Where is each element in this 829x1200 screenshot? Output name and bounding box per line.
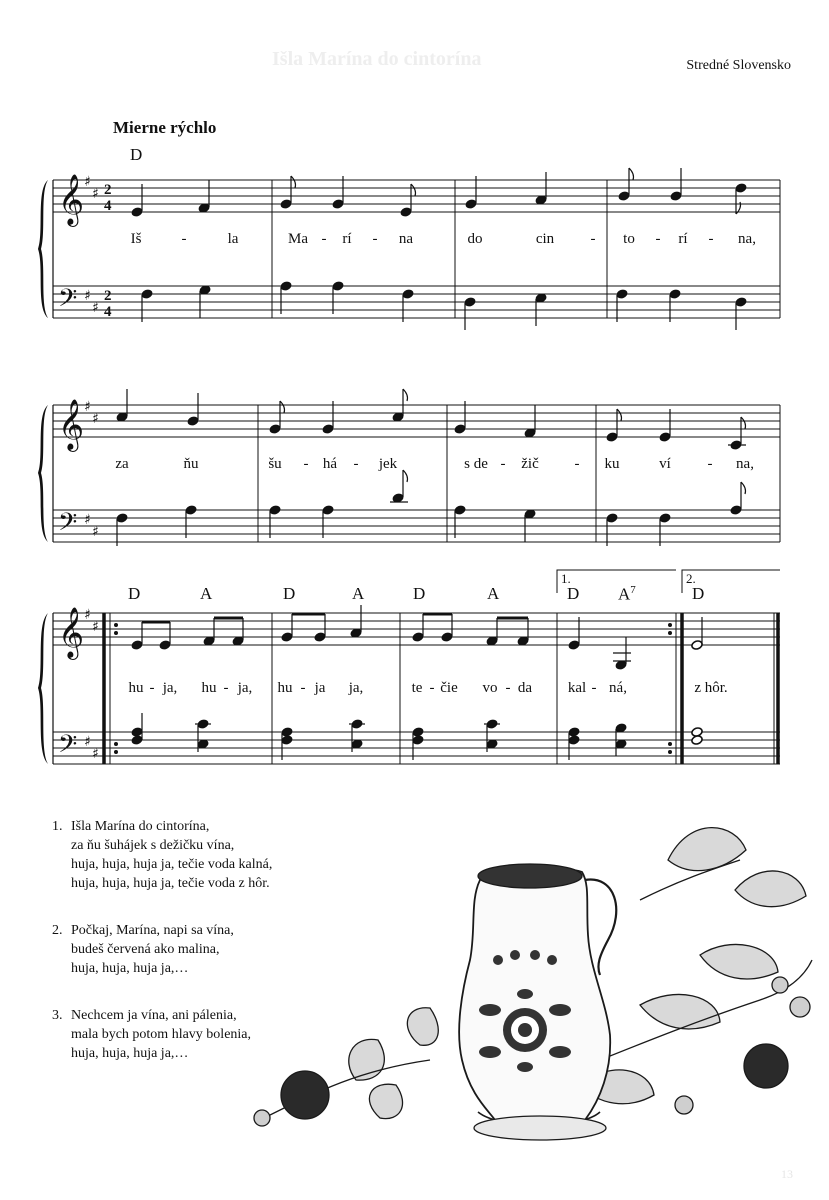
bass-notes-1 xyxy=(141,281,747,330)
system-braces xyxy=(38,180,48,764)
lyric-syllable: - xyxy=(591,680,597,696)
lyric-syllable: jek xyxy=(378,456,398,472)
second-ending-bracket xyxy=(682,570,780,593)
lyric-syllable: - xyxy=(708,231,714,247)
svg-text:2: 2 xyxy=(104,288,112,304)
svg-text:♯: ♯ xyxy=(84,399,91,415)
lyric-syllable: ja, xyxy=(162,680,178,696)
treble-clef: 𝄞 xyxy=(58,174,85,225)
lyric-syllable: há xyxy=(322,456,338,472)
lyric-syllable: - xyxy=(590,231,596,247)
lyric-syllable: na, xyxy=(738,231,756,247)
svg-text:2: 2 xyxy=(104,182,112,198)
lyric-syllable: - xyxy=(303,456,309,472)
lyric-syllable: to xyxy=(623,231,635,247)
lyric-syllable: te xyxy=(411,680,423,696)
bass-staff-1 xyxy=(53,286,780,318)
lyric-syllable: čie xyxy=(440,680,458,696)
jug-illustration xyxy=(254,828,812,1140)
verse-3: 3. Nechcem ja vína, ani pálenia, mala bych potom hlavy bolenia, huja, huja, huja ja,… xyxy=(52,1008,252,1061)
lyric-syllable: - xyxy=(655,231,661,247)
chord-symbol: A xyxy=(487,584,500,603)
lyric-syllable: na xyxy=(398,231,414,247)
lyric-syllable: la xyxy=(227,231,239,247)
melody-notes-3 xyxy=(131,605,703,670)
melody-notes-1 xyxy=(131,168,747,217)
verse-1: 1. Išla Marína do cintorína, za ňu šuhájek s dežičku vína, huja, huja, huja ja, tečie voda kalná, huja, huja, huja ja, tečie voda z hôr. xyxy=(52,819,273,891)
svg-text:♯: ♯ xyxy=(84,512,91,528)
lyric-syllable: - xyxy=(181,231,187,247)
lyric-syllable: - xyxy=(707,456,713,472)
second-ending-label: 2. xyxy=(686,571,696,586)
lyric-syllable: - xyxy=(300,680,306,696)
lyric-syllable: hu xyxy=(277,680,293,696)
lyric-syllable: ja, xyxy=(348,680,364,696)
bass-clef: 𝄢 xyxy=(58,284,78,319)
tempo-marking: Mierne rýchlo xyxy=(113,118,217,137)
first-ending-bracket xyxy=(557,570,676,593)
lyric-syllable: ná, xyxy=(609,680,627,696)
svg-text:♯: ♯ xyxy=(92,524,99,540)
barlines xyxy=(258,405,780,542)
lyric-syllable: hu xyxy=(128,680,144,696)
treble-clef: 𝄞 xyxy=(58,607,85,658)
lyric-syllable: šu xyxy=(268,456,282,472)
bass-notes-2 xyxy=(116,470,745,546)
lyric-syllable: - xyxy=(505,680,511,696)
lyric-syllable: - xyxy=(500,456,506,472)
lyric-syllable: - xyxy=(223,680,229,696)
treble-clef: 𝄞 xyxy=(58,399,85,450)
lyric-syllable: vo xyxy=(482,680,498,696)
first-ending-label: 1. xyxy=(561,571,571,586)
lyric-syllable: da xyxy=(517,680,533,696)
chord-symbol-a7: $A^7$ xyxy=(618,584,636,604)
lyric-syllable: za xyxy=(115,456,129,472)
verse-2: 2. Počkaj, Marína, napi sa vína, budeš červená ako malina, huja, huja, huja ja,… xyxy=(52,923,234,976)
svg-text:♯: ♯ xyxy=(92,746,99,762)
svg-text:♯: ♯ xyxy=(92,619,99,635)
lyric-syllable: hu xyxy=(201,680,217,696)
svg-text:♯: ♯ xyxy=(92,411,99,427)
key-signature xyxy=(84,174,99,762)
lyric-syllable: Iš xyxy=(130,231,142,247)
lyric-syllable: - xyxy=(353,456,359,472)
lyric-syllable: - xyxy=(574,456,580,472)
barlines xyxy=(272,180,780,318)
lyric-syllable: na, xyxy=(736,456,754,472)
lyric-syllable: cin xyxy=(535,231,555,247)
page-number: 13 xyxy=(781,1167,793,1181)
lyric-syllable: - xyxy=(149,680,155,696)
chord-symbol: D xyxy=(692,584,705,603)
svg-text:4: 4 xyxy=(104,198,112,214)
chord-symbol: D xyxy=(413,584,426,603)
svg-text:♯: ♯ xyxy=(92,300,99,316)
lyric-syllable: Ma xyxy=(288,231,308,247)
lyric-syllable: rí xyxy=(678,231,688,247)
chord-symbol: D xyxy=(283,584,296,603)
chord-symbol: D xyxy=(130,145,143,164)
lyric-syllable: z hôr. xyxy=(694,680,728,696)
svg-text:♯: ♯ xyxy=(92,186,99,202)
lyric-syllable: ja xyxy=(314,680,326,696)
lyric-syllable: do xyxy=(467,231,483,247)
svg-text:♯: ♯ xyxy=(84,288,91,304)
lyric-syllable: rí xyxy=(342,231,352,247)
chord-symbol: A xyxy=(352,584,365,603)
lyric-syllable: kal xyxy=(567,680,587,696)
svg-text:♯: ♯ xyxy=(84,174,91,190)
melody-notes-2 xyxy=(116,389,746,450)
lyric-syllable: s de xyxy=(464,456,488,472)
treble-staff-2 xyxy=(53,405,780,437)
svg-text:♯: ♯ xyxy=(84,734,91,750)
lyric-syllable: žič xyxy=(521,456,539,472)
lyric-syllable: ví xyxy=(659,456,671,472)
lyric-syllable: ňu xyxy=(183,456,199,472)
region-label: Stredné Slovensko xyxy=(686,58,791,73)
svg-text:♯: ♯ xyxy=(84,607,91,623)
bass-notes-3 xyxy=(131,713,703,760)
chord-symbol: A xyxy=(200,584,213,603)
time-signature xyxy=(104,182,112,320)
chord-symbol: D xyxy=(567,584,580,603)
lyric-syllable: ja, xyxy=(237,680,253,696)
bass-clef: 𝄢 xyxy=(58,730,78,765)
bass-clef: 𝄢 xyxy=(58,508,78,543)
lyric-syllable: - xyxy=(372,231,378,247)
svg-text:4: 4 xyxy=(104,304,112,320)
lyric-syllable: ku xyxy=(604,456,620,472)
lyric-syllable: - xyxy=(429,680,435,696)
lyric-syllable: - xyxy=(321,231,327,247)
chord-symbol: D xyxy=(128,584,141,603)
song-title: Išla Marína do cintorína xyxy=(272,48,482,70)
bass-staff-2 xyxy=(53,510,780,542)
